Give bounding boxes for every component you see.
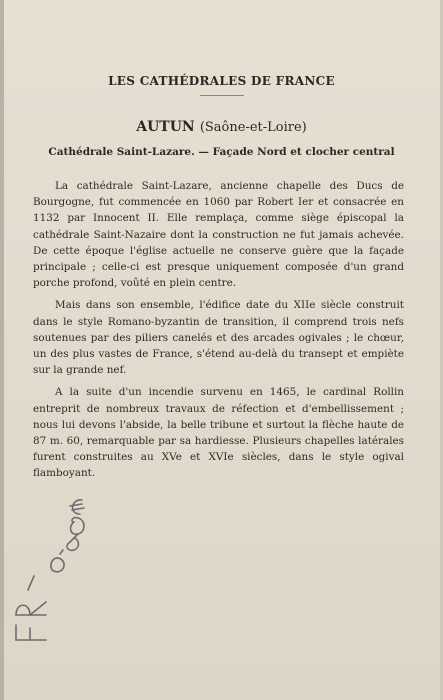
paragraph-2: Mais dans son ensemble, l'édifice date du XIIe siècle construit dans le style Romano-byzantin de transition, il comprend trois nefs soutenues par des piliers canelés et des arcades ogivales ; le chœur, un des plus vastes de France, s'étend au-delà du transept et empiète sur la grande nef. <box>33 299 404 377</box>
card-subtitle: Cathédrale Saint-Lazare. — Façade Nord et clocher central <box>48 146 395 158</box>
series-title: LES CATHÉDRALES DE FRANCE <box>108 74 335 88</box>
pencil-handwriting <box>8 480 108 660</box>
description-text <box>33 178 404 488</box>
city-heading <box>0 116 443 135</box>
left-edge <box>0 0 4 700</box>
city-name: AUTUN <box>136 119 195 135</box>
title-divider <box>200 95 244 96</box>
paragraph-3: A la suite d'un incendie survenu en 1465, le cardinal Rollin entreprit de nombreux travaux de réfection et d'embellissement ; nous lui devons l'abside, la belle tribune et surtout la flèche haute de 87 m. 60, remarquable par sa hardiesse. Plusieurs chapelles latérales furent construites au XVe et XVIe siècles, dans le style ogival flamboyant. <box>33 386 404 480</box>
paragraph-1: La cathédrale Saint-Lazare, ancienne chapelle des Ducs de Bourgogne, fut commencée en 1060 par Robert Ier et consacrée en 1132 par Innocent II. Elle remplaça, comme siège épiscopal la cathédrale Saint-Nazaire dont la construction ne fut jamais achevée. De cette époque l'église actuelle ne conserve guère que la façade principale ; celle-ci est presque uniquement composée d'un grand porche profond, voûté en plein centre. <box>33 180 404 290</box>
department-name: (Saône-et-Loire) <box>199 120 307 135</box>
